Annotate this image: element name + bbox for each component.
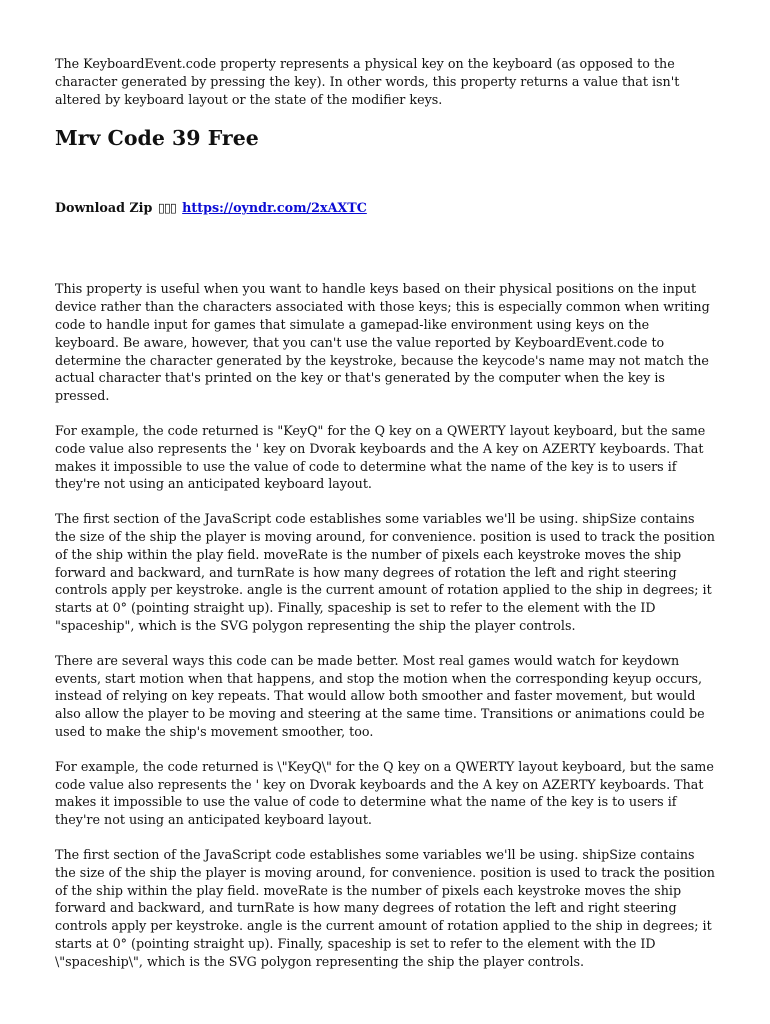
body-paragraph: For example, the code returned is "KeyQ" for the Q key on a QWERTY layout keyboard, but the same code value also represents the ' key on Dvorak keyboards and the A key on AZERTY keyboards. That makes it impossible to use the value of code to determine what the name of the key is to users if they're not using an anticipated keyboard layout. — [55, 422, 706, 492]
download-label: Download Zip — [55, 200, 153, 216]
intro-paragraph: The KeyboardEvent.code property represents a physical key on the keyboard (as opposed to the character generated by pressing the key). In other words, this property returns a value that isn't altered by keyboard layout or the state of the modifier keys. — [55, 56, 680, 107]
body-paragraph: There are several ways this code can be made better. Most real games would watch for keydown events, start motion when that happens, and stop the motion when the corresponding keyup occurs, instead of relying on key repeats. That would allow both smoother and faster movement, but would also allow the player to be moving and steering at the same time. Transitions or animations could be used to make the ship's movement smoother, too. — [55, 652, 705, 739]
article-body — [55, 280, 717, 970]
arrow-glyphs: ▯▯▯ — [157, 200, 176, 216]
body-paragraph: This property is useful when you want to handle keys based on their physical positions on the input device rather than the characters associated with those keys; this is especially common when writing code to handle input for games that simulate a gamepad-like environment using keys on the keyboard. Be aware, however, that you can't use the value reported by KeyboardEvent.code to determine the character generated by the keystroke, because the keycode's name may not match the actual character that's printed on the key or that's generated by the computer when the key is pressed. — [55, 281, 710, 404]
document-page — [55, 55, 717, 987]
download-link[interactable]: https://oyndr.com/2xAXTC — [182, 200, 367, 216]
body-paragraph: The first section of the JavaScript code establishes some variables we'll be using. shipSize contains the size of the ship the player is moving around, for convenience. position is used to track the position of the ship within the play field. moveRate is the number of pixels each keystroke moves the ship forward and backward, and turnRate is how many degrees of rotation the left and right steering controls apply per keystroke. angle is the current amount of rotation applied to the ship in degrees; it starts at 0° (pointing straight up). Finally, spaceship is set to refer to the element with the ID "spaceship", which is the SVG polygon representing the ship the player controls. — [55, 511, 715, 633]
page-title: Mrv Code 39 Free — [55, 126, 259, 151]
body-paragraph: For example, the code returned is \"KeyQ\" for the Q key on a QWERTY layout keyboard, but the same code value also represents the ' key on Dvorak keyboards and the A key on AZERTY keyboards. That makes it impossible to use the value of code to determine what the name of the key is to users if they're not using an anticipated keyboard layout. — [55, 758, 714, 828]
download-line — [55, 199, 717, 216]
body-paragraph: The first section of the JavaScript code establishes some variables we'll be using. shipSize contains the size of the ship the player is moving around, for convenience. position is used to track the position of the ship within the play field. moveRate is the number of pixels each keystroke moves the ship forward and backward, and turnRate is how many degrees of rotation the left and right steering controls apply per keystroke. angle is the current amount of rotation applied to the ship in degrees; it starts at 0° (pointing straight up). Finally, spaceship is set to refer to the element with the ID \"spaceship\", which is the SVG polygon representing the ship the player controls. — [55, 846, 715, 969]
